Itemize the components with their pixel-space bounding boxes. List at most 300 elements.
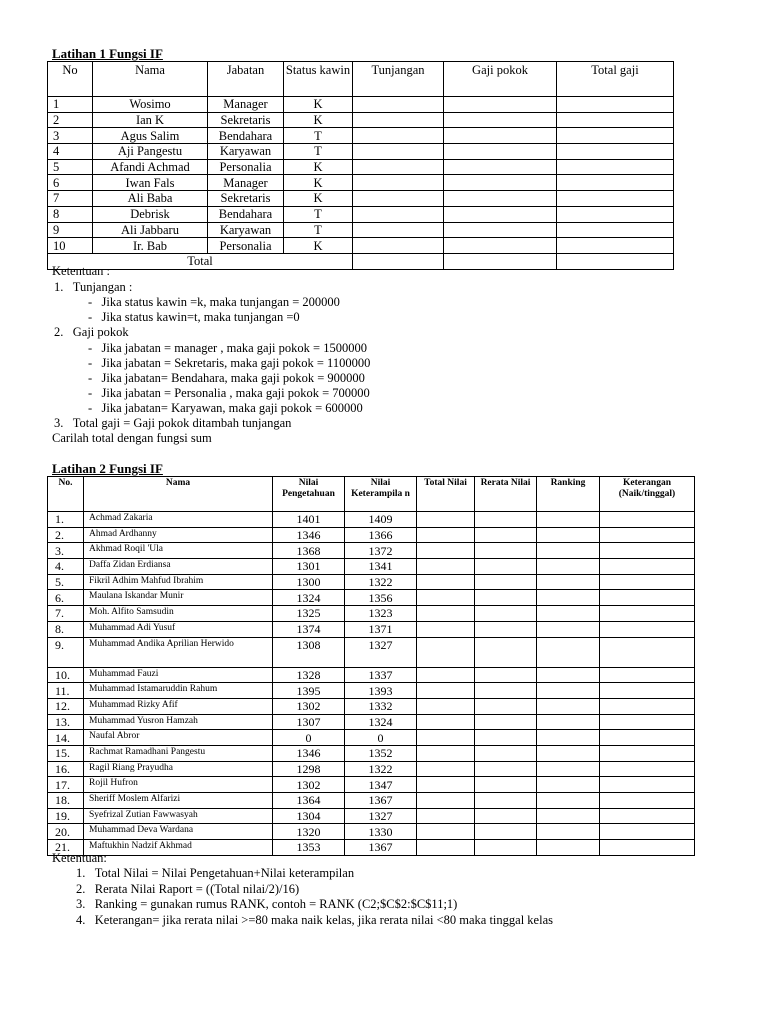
cell-rerata-nilai [475, 590, 537, 606]
cell-keterangan [600, 543, 695, 559]
table-row [48, 128, 674, 144]
cell-no: 9. [48, 637, 84, 667]
cell-status: T [284, 206, 353, 222]
cell-no: 6. [48, 590, 84, 606]
cell-nama: Muhammad Andika Aprilian Herwido [84, 637, 273, 667]
cell-nilai-keterampilan: 1327 [345, 808, 417, 824]
cell-ranking [537, 637, 600, 667]
cell-tunjangan [353, 97, 444, 113]
cell-ranking [537, 590, 600, 606]
cell-nilai-keterampilan: 1356 [345, 590, 417, 606]
cell-gaji-pokok [444, 144, 557, 160]
col-header-no: No [48, 62, 93, 97]
cell-gaji-pokok [444, 128, 557, 144]
cell-jabatan: Personalia [208, 159, 284, 175]
cell-jabatan: Bendahara [208, 128, 284, 144]
cell-ranking [537, 683, 600, 699]
table-row [48, 144, 674, 160]
cell-jabatan: Karyawan [208, 144, 284, 160]
note-item: 1. Tunjangan : [54, 280, 133, 294]
cell-total-nilai [417, 606, 475, 622]
col-header-nilai-keterampilan: Nilai Keterampila n [345, 477, 417, 512]
cell-nilai-keterampilan: 1323 [345, 606, 417, 622]
col-header-keterangan: Keterangan (Naik/tinggal) [600, 477, 695, 512]
cell-no: 10 [48, 238, 93, 254]
cell-nama: Akhmad Roqil 'Ula [84, 543, 273, 559]
cell-ranking [537, 559, 600, 575]
cell-rerata-nilai [475, 698, 537, 714]
cell-nilai-pengetahuan: 1353 [273, 840, 345, 856]
table-row [48, 222, 674, 238]
table-row [48, 745, 695, 761]
cell-nilai-keterampilan: 1322 [345, 574, 417, 590]
cell-jabatan: Manager [208, 175, 284, 191]
cell-keterangan [600, 824, 695, 840]
cell-rerata-nilai [475, 777, 537, 793]
cell-nama: Agus Salim [93, 128, 208, 144]
cell-no: 21. [48, 840, 84, 856]
cell-no: 10. [48, 667, 84, 683]
table-row [48, 793, 695, 809]
cell-nama: Daffa Zidan Erdiansa [84, 559, 273, 575]
cell-nama: Muhammad Yusron Hamzah [84, 714, 273, 730]
cell-keterangan [600, 574, 695, 590]
cell-keterangan [600, 777, 695, 793]
cell-nama: Muhammad Fauzi [84, 667, 273, 683]
cell-nilai-keterampilan: 1337 [345, 667, 417, 683]
cell-keterangan [600, 606, 695, 622]
cell-no: 5. [48, 574, 84, 590]
cell-no: 14. [48, 730, 84, 746]
cell-status: K [284, 97, 353, 113]
cell-nilai-keterampilan: 1409 [345, 512, 417, 528]
cell-total-gaji [557, 206, 674, 222]
cell-rerata-nilai [475, 761, 537, 777]
cell-keterangan [600, 714, 695, 730]
cell-total-nilai [417, 667, 475, 683]
cell-rerata-nilai [475, 793, 537, 809]
cell-no: 4. [48, 559, 84, 575]
cell-total-nilai [417, 730, 475, 746]
cell-nama: Achmad Zakaria [84, 512, 273, 528]
cell-nilai-keterampilan: 1371 [345, 621, 417, 637]
cell-rerata-nilai [475, 512, 537, 528]
cell-keterangan [600, 527, 695, 543]
cell-tunjangan [353, 112, 444, 128]
cell-gaji-pokok [444, 97, 557, 113]
cell-nama: Iwan Fals [93, 175, 208, 191]
cell-keterangan [600, 683, 695, 699]
cell-total-gaji [557, 191, 674, 207]
cell-nama: Ahmad Ardhanny [84, 527, 273, 543]
note-subitem: - Jika status kawin=t, maka tunjangan =0 [88, 310, 300, 324]
cell-no: 6 [48, 175, 93, 191]
cell-no: 9 [48, 222, 93, 238]
cell-gaji-pokok [444, 206, 557, 222]
cell-nilai-keterampilan: 1367 [345, 840, 417, 856]
cell-nilai-pengetahuan: 1368 [273, 543, 345, 559]
cell-nama: Maulana Iskandar Munir [84, 590, 273, 606]
cell-total-nilai [417, 808, 475, 824]
table-row [48, 621, 695, 637]
cell-status: K [284, 175, 353, 191]
cell-jabatan: Bendahara [208, 206, 284, 222]
table-row [48, 175, 674, 191]
cell-total-nilai [417, 714, 475, 730]
note-subitem: - Jika jabatan = Sekretaris, maka gaji pokok = 1100000 [88, 356, 371, 370]
cell-keterangan [600, 793, 695, 809]
table-row [48, 840, 695, 856]
table-row [48, 112, 674, 128]
cell-nilai-keterampilan: 1327 [345, 637, 417, 667]
cell-nilai-pengetahuan: 1364 [273, 793, 345, 809]
cell-ranking [537, 793, 600, 809]
cell-ranking [537, 714, 600, 730]
cell-ranking [537, 574, 600, 590]
table-row [48, 238, 674, 254]
cell-rerata-nilai [475, 606, 537, 622]
cell-jabatan: Karyawan [208, 222, 284, 238]
col-header-tunjangan: Tunjangan [353, 62, 444, 97]
col-header-no: No. [48, 477, 84, 512]
cell-total-nilai [417, 745, 475, 761]
col-header-rerata-nilai: Rerata Nilai [475, 477, 537, 512]
cell-nilai-pengetahuan: 1307 [273, 714, 345, 730]
table-row [48, 206, 674, 222]
table-row [48, 683, 695, 699]
cell-nilai-keterampilan: 1393 [345, 683, 417, 699]
col-header-ranking: Ranking [537, 477, 600, 512]
cell-total-nilai [417, 698, 475, 714]
cell-nilai-pengetahuan: 1325 [273, 606, 345, 622]
cell-nilai-keterampilan: 1372 [345, 543, 417, 559]
cell-nama: Rojil Hufron [84, 777, 273, 793]
col-header-nama: Nama [84, 477, 273, 512]
cell-nama: Ir. Bab [93, 238, 208, 254]
cell-no: 7. [48, 606, 84, 622]
cell-tunjangan [353, 206, 444, 222]
cell-nama: Sheriff Moslem Alfarizi [84, 793, 273, 809]
cell-no: 7 [48, 191, 93, 207]
cell-total-gaji [557, 159, 674, 175]
cell-total-gaji [557, 238, 674, 254]
cell-ranking [537, 730, 600, 746]
table-row [48, 606, 695, 622]
cell-rerata-nilai [475, 840, 537, 856]
cell-gaji-pokok [444, 191, 557, 207]
cell-total-gaji [557, 222, 674, 238]
cell-total-gaji [557, 112, 674, 128]
cell-nilai-pengetahuan: 1320 [273, 824, 345, 840]
table-row [48, 714, 695, 730]
cell-gaji-pokok [444, 238, 557, 254]
cell-ranking [537, 527, 600, 543]
col-header-gaji-pokok: Gaji pokok [444, 62, 557, 97]
cell-nilai-pengetahuan: 1328 [273, 667, 345, 683]
cell-total-nilai [417, 637, 475, 667]
table-row [48, 698, 695, 714]
cell-no: 4 [48, 144, 93, 160]
cell-rerata-nilai [475, 730, 537, 746]
table-row [48, 761, 695, 777]
col-header-nama: Nama [93, 62, 208, 97]
col-header-status-kawin: Status kawin [284, 62, 353, 97]
notes-heading: Ketentuan: [52, 851, 107, 865]
table-row [48, 590, 695, 606]
cell-nilai-pengetahuan: 1308 [273, 637, 345, 667]
cell-status: K [284, 191, 353, 207]
cell-keterangan [600, 637, 695, 667]
note-item: 3. Total gaji = Gaji pokok ditambah tunjangan [54, 416, 292, 430]
cell-gaji-pokok [444, 112, 557, 128]
cell-no: 17. [48, 777, 84, 793]
cell-ranking [537, 543, 600, 559]
cell-nilai-pengetahuan: 1324 [273, 590, 345, 606]
cell-nilai-pengetahuan: 1395 [273, 683, 345, 699]
cell-status: K [284, 238, 353, 254]
cell-nilai-pengetahuan: 1374 [273, 621, 345, 637]
note-subitem: - Jika jabatan = manager , maka gaji pokok = 1500000 [88, 341, 367, 355]
table-row [48, 808, 695, 824]
cell-status: T [284, 144, 353, 160]
cell-no: 16. [48, 761, 84, 777]
cell-nilai-pengetahuan: 1401 [273, 512, 345, 528]
cell-total-nilai [417, 840, 475, 856]
cell-total-gaji [557, 128, 674, 144]
table-row [48, 559, 695, 575]
table-row [48, 512, 695, 528]
cell-ranking [537, 824, 600, 840]
cell-rerata-nilai [475, 824, 537, 840]
cell-nama: Muhammad Deva Wardana [84, 824, 273, 840]
total-label: Total [48, 253, 353, 269]
cell-rerata-nilai [475, 559, 537, 575]
cell-gaji-pokok [444, 175, 557, 191]
col-header-jabatan: Jabatan [208, 62, 284, 97]
table-row [48, 574, 695, 590]
cell-status: T [284, 222, 353, 238]
cell-tunjangan [353, 159, 444, 175]
cell-nama: Ian K [93, 112, 208, 128]
cell-ranking [537, 840, 600, 856]
cell-rerata-nilai [475, 543, 537, 559]
cell-nama: Ali Jabbaru [93, 222, 208, 238]
cell-total-nilai [417, 527, 475, 543]
cell-jabatan: Personalia [208, 238, 284, 254]
table-row [48, 730, 695, 746]
note-item: 2. Rerata Nilai Raport = ((Total nilai/2)/16) [76, 882, 300, 896]
col-header-nilai-pengetahuan: Nilai Pengetahuan [273, 477, 345, 512]
col-header-total-nilai: Total Nilai [417, 477, 475, 512]
cell-no: 15. [48, 745, 84, 761]
cell-total-nilai [417, 683, 475, 699]
table-row [48, 543, 695, 559]
cell-nilai-pengetahuan: 1346 [273, 745, 345, 761]
cell-total-nilai [417, 777, 475, 793]
cell-rerata-nilai [475, 683, 537, 699]
table-row [48, 777, 695, 793]
cell-no: 19. [48, 808, 84, 824]
cell-nama: Fikril Adhim Mahfud Ibrahim [84, 574, 273, 590]
note-subitem: - Jika status kawin =k, maka tunjangan = 200000 [88, 295, 340, 309]
cell-total-tunjangan [353, 253, 444, 269]
cell-tunjangan [353, 128, 444, 144]
cell-nilai-pengetahuan: 1346 [273, 527, 345, 543]
cell-ranking [537, 698, 600, 714]
cell-total-nilai [417, 590, 475, 606]
latihan2-table [47, 476, 695, 856]
cell-tunjangan [353, 191, 444, 207]
table-row [48, 667, 695, 683]
cell-nama: Wosimo [93, 97, 208, 113]
cell-total-nilai [417, 574, 475, 590]
cell-rerata-nilai [475, 667, 537, 683]
cell-nilai-keterampilan: 1332 [345, 698, 417, 714]
cell-nama: Muhammad Istamaruddin Rahum [84, 683, 273, 699]
cell-no: 8. [48, 621, 84, 637]
cell-nilai-pengetahuan: 1301 [273, 559, 345, 575]
table-row [48, 527, 695, 543]
note-subitem: - Jika jabatan= Karyawan, maka gaji pokok = 600000 [88, 401, 363, 415]
table-row [48, 824, 695, 840]
cell-keterangan [600, 840, 695, 856]
latihan2-header-row [48, 477, 695, 512]
cell-ranking [537, 621, 600, 637]
cell-nilai-keterampilan: 1341 [345, 559, 417, 575]
cell-nama: Syefrizal Zutian Fawwasyah [84, 808, 273, 824]
cell-nilai-pengetahuan: 1304 [273, 808, 345, 824]
cell-total-total-gaji [557, 253, 674, 269]
cell-total-nilai [417, 824, 475, 840]
cell-ranking [537, 745, 600, 761]
cell-gaji-pokok [444, 222, 557, 238]
latihan1-header-row [48, 62, 674, 97]
cell-rerata-nilai [475, 808, 537, 824]
cell-total-nilai [417, 621, 475, 637]
note-item: 2. Gaji pokok [54, 325, 129, 339]
note-subitem: - Jika jabatan= Bendahara, maka gaji pokok = 900000 [88, 371, 365, 385]
cell-nama: Maftukhin Nadzif Akhmad [84, 840, 273, 856]
cell-no: 8 [48, 206, 93, 222]
cell-rerata-nilai [475, 714, 537, 730]
cell-nama: Naufal Abror [84, 730, 273, 746]
cell-nilai-keterampilan: 1324 [345, 714, 417, 730]
cell-nilai-keterampilan: 1366 [345, 527, 417, 543]
table-row [48, 191, 674, 207]
cell-total-nilai [417, 512, 475, 528]
cell-keterangan [600, 761, 695, 777]
cell-no: 1 [48, 97, 93, 113]
note-item: 4. Keterangan= jika rerata nilai >=80 maka naik kelas, jika rerata nilai <80 maka tinggal kelas [76, 913, 553, 927]
cell-nama: Muhammad Adi Yusuf [84, 621, 273, 637]
cell-nama: Ali Baba [93, 191, 208, 207]
cell-total-gaji [557, 175, 674, 191]
cell-nilai-pengetahuan: 0 [273, 730, 345, 746]
cell-tunjangan [353, 238, 444, 254]
cell-total-nilai [417, 761, 475, 777]
cell-nama: Muhammad Rizky Afif [84, 698, 273, 714]
cell-tunjangan [353, 175, 444, 191]
cell-ranking [537, 761, 600, 777]
cell-rerata-nilai [475, 527, 537, 543]
cell-ranking [537, 777, 600, 793]
cell-total-gaji [557, 144, 674, 160]
cell-jabatan: Manager [208, 97, 284, 113]
cell-nama: Rachmat Ramadhani Pangestu [84, 745, 273, 761]
cell-rerata-nilai [475, 637, 537, 667]
cell-no: 18. [48, 793, 84, 809]
cell-status: K [284, 112, 353, 128]
cell-total-nilai [417, 793, 475, 809]
cell-nama: Afandi Achmad [93, 159, 208, 175]
table-row [48, 97, 674, 113]
cell-no: 2. [48, 527, 84, 543]
latihan2-title: Latihan 2 Fungsi IF [52, 461, 163, 476]
cell-nilai-keterampilan: 1330 [345, 824, 417, 840]
cell-no: 2 [48, 112, 93, 128]
cell-keterangan [600, 667, 695, 683]
cell-jabatan: Sekretaris [208, 191, 284, 207]
cell-nilai-pengetahuan: 1300 [273, 574, 345, 590]
cell-no: 13. [48, 714, 84, 730]
notes-footer: Carilah total dengan fungsi sum [52, 431, 212, 445]
cell-no: 3 [48, 128, 93, 144]
latihan1-table [47, 61, 674, 270]
cell-tunjangan [353, 222, 444, 238]
cell-keterangan [600, 621, 695, 637]
cell-total-nilai [417, 543, 475, 559]
cell-no: 3. [48, 543, 84, 559]
cell-keterangan [600, 730, 695, 746]
cell-rerata-nilai [475, 745, 537, 761]
total-row [48, 253, 674, 269]
cell-nama: Aji Pangestu [93, 144, 208, 160]
cell-nilai-pengetahuan: 1302 [273, 698, 345, 714]
cell-no: 12. [48, 698, 84, 714]
cell-no: 5 [48, 159, 93, 175]
col-header-total-gaji: Total gaji [557, 62, 674, 97]
note-item: 1. Total Nilai = Nilai Pengetahuan+Nilai keterampilan [76, 866, 355, 880]
cell-nama: Ragil Riang Prayudha [84, 761, 273, 777]
cell-total-gaji [557, 97, 674, 113]
cell-nilai-keterampilan: 0 [345, 730, 417, 746]
note-item: 3. Ranking = gunakan rumus RANK, contoh = RANK (C2;$C$2:$C$11;1) [76, 897, 458, 911]
cell-jabatan: Sekretaris [208, 112, 284, 128]
cell-nama: Moh. Alfito Samsudin [84, 606, 273, 622]
cell-total-gaji-pokok [444, 253, 557, 269]
note-subitem: - Jika jabatan = Personalia , maka gaji pokok = 700000 [88, 386, 370, 400]
cell-nilai-keterampilan: 1347 [345, 777, 417, 793]
cell-tunjangan [353, 144, 444, 160]
cell-nama: Debrisk [93, 206, 208, 222]
cell-keterangan [600, 808, 695, 824]
cell-no: 1. [48, 512, 84, 528]
cell-nilai-keterampilan: 1367 [345, 793, 417, 809]
cell-ranking [537, 808, 600, 824]
cell-nilai-pengetahuan: 1298 [273, 761, 345, 777]
cell-keterangan [600, 559, 695, 575]
cell-status: K [284, 159, 353, 175]
cell-total-nilai [417, 559, 475, 575]
cell-rerata-nilai [475, 574, 537, 590]
cell-nilai-pengetahuan: 1302 [273, 777, 345, 793]
notes-heading: Ketentuan : [52, 264, 110, 278]
cell-nilai-keterampilan: 1322 [345, 761, 417, 777]
cell-no: 20. [48, 824, 84, 840]
cell-ranking [537, 667, 600, 683]
latihan1-title: Latihan 1 Fungsi IF [52, 46, 163, 61]
cell-rerata-nilai [475, 621, 537, 637]
